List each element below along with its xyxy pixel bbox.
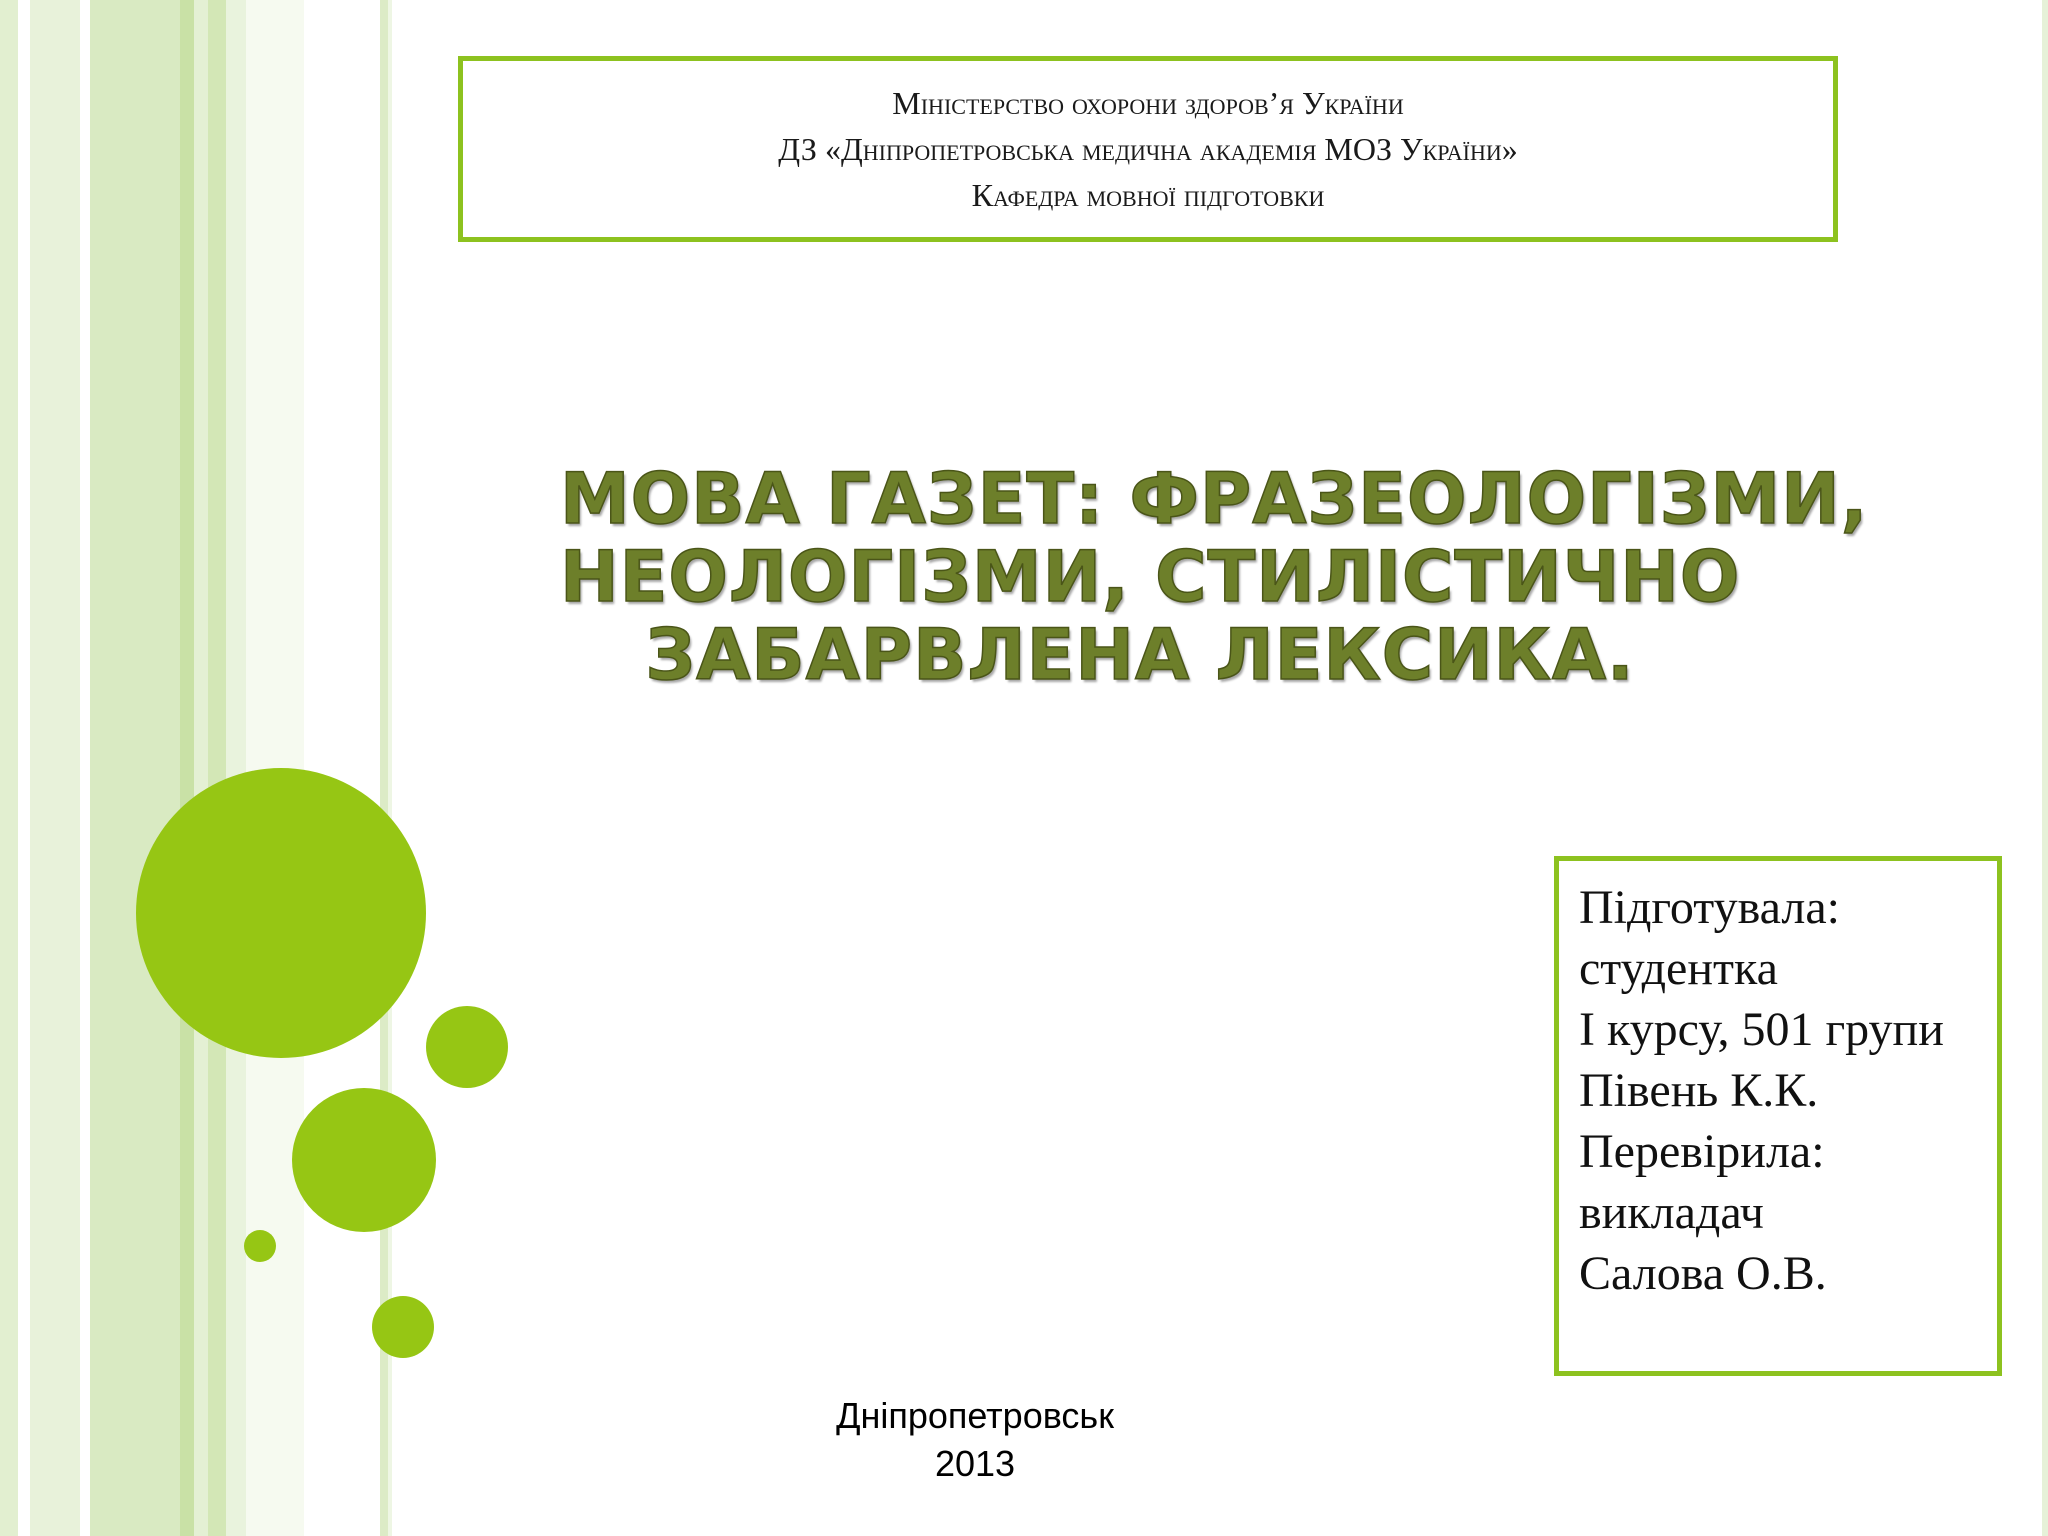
circle-decoration <box>292 1088 436 1232</box>
stripe <box>180 0 194 1536</box>
course-group: І курсу, 501 групи <box>1579 1003 1944 1056</box>
department-line: Кафедра мовної підготовки <box>971 177 1325 213</box>
stripe <box>226 0 246 1536</box>
author-info-box <box>1554 856 2002 1376</box>
teacher-label: викладач <box>1579 1186 1764 1239</box>
prepared-by-label: Підготувала: <box>1579 881 1840 934</box>
stripe <box>30 0 80 1536</box>
stripe <box>304 0 364 1536</box>
header-box <box>458 56 1838 242</box>
small-circle-decoration <box>244 1230 276 1262</box>
stripe <box>90 0 180 1536</box>
decorative-stripes <box>0 0 400 1536</box>
title-line: ЗАБАРВЛЕНА ЛЕКСИКА. <box>645 614 1635 696</box>
circle-decoration <box>426 1006 508 1088</box>
footer <box>780 1392 1170 1488</box>
stripe <box>0 0 18 1536</box>
city: Дніпропетровськ <box>836 1395 1114 1436</box>
ministry-line: Міністерство охорони здоров’я України <box>892 85 1404 121</box>
stripe <box>18 0 30 1536</box>
circle-decoration <box>372 1296 434 1358</box>
academy-line: ДЗ «Дніпропетровська медична академія МОЗ України» <box>778 131 1518 167</box>
stripe <box>194 0 208 1536</box>
presentation-title <box>560 458 1869 696</box>
stripe <box>80 0 90 1536</box>
right-edge-stripe <box>2042 0 2048 1536</box>
student-name: Півень К.К. <box>1579 1064 1819 1117</box>
year: 2013 <box>934 1443 1016 1484</box>
stripe <box>208 0 226 1536</box>
checked-by-label: Перевірила: <box>1579 1125 1825 1178</box>
student-label: студентка <box>1579 942 1778 995</box>
title-line: НЕОЛОГІЗМИ, СТИЛІСТИЧНО <box>560 536 1741 618</box>
teacher-name: Салова О.В. <box>1579 1247 1827 1300</box>
large-circle-decoration <box>136 768 426 1058</box>
title-line: МОВА ГАЗЕТ: ФРАЗЕОЛОГІЗМИ, <box>560 458 1869 540</box>
